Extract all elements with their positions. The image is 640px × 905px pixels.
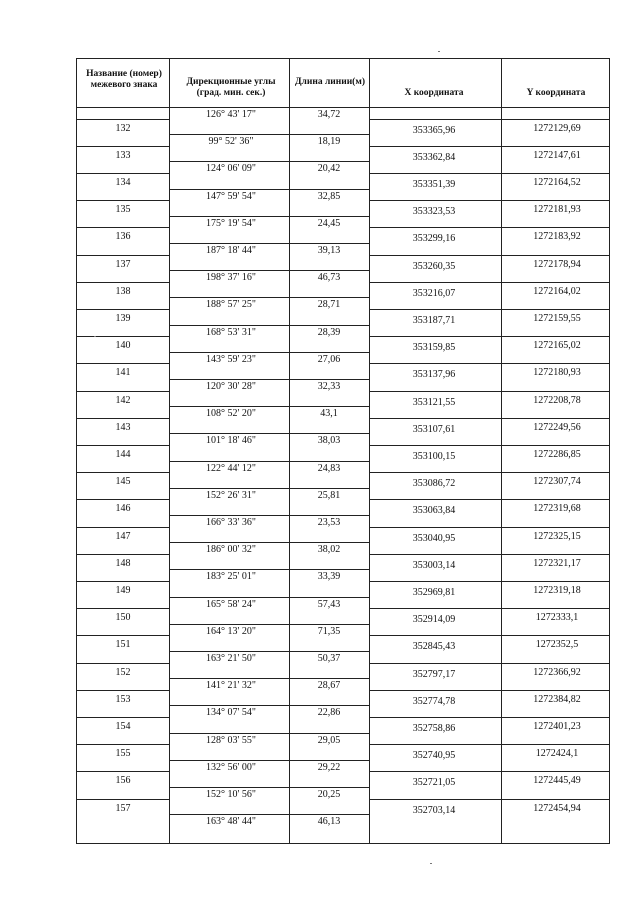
segment-angle: 198° 37' 16"	[206, 272, 256, 284]
segment-length: 34,72	[317, 109, 341, 120]
point-x-coordinate: 353351,39	[412, 179, 456, 190]
point-y-coordinate: 1272319,68	[533, 503, 581, 515]
segment-length: 22,86	[317, 707, 341, 719]
segment-angle: 122° 44' 12"	[206, 462, 256, 474]
point-y-coordinate: 1272208,78	[533, 394, 581, 406]
point-x-coordinate: 353063,84	[412, 505, 456, 517]
segment-length: 28,67	[317, 680, 341, 692]
row-divider	[369, 119, 609, 120]
segment-length: 71,35	[317, 625, 341, 637]
row-divider	[77, 200, 169, 201]
row-divider	[169, 297, 369, 298]
row-divider	[369, 717, 609, 718]
point-y-coordinate: 1272164,02	[533, 285, 581, 297]
row-divider	[77, 717, 169, 718]
point-x-coordinate: 353362,84	[412, 151, 456, 163]
segment-angle: 124° 06' 09"	[206, 163, 256, 175]
column-divider	[289, 59, 290, 843]
row-divider	[169, 379, 369, 380]
row-divider	[369, 499, 609, 500]
row-divider	[169, 787, 369, 788]
segment-angle: 164° 13' 20"	[206, 625, 256, 637]
segment-length: 46,73	[317, 272, 341, 284]
row-divider	[169, 134, 369, 135]
point-x-coordinate: 352703,14	[412, 804, 456, 816]
row-divider	[77, 663, 169, 664]
point-x-coordinate: 353299,16	[412, 233, 456, 245]
point-y-coordinate: 1272164,52	[533, 177, 581, 188]
row-divider	[369, 581, 609, 582]
point-y-coordinate: 1272180,93	[533, 367, 581, 379]
point-name: 134	[115, 177, 131, 188]
point-x-coordinate: 352914,09	[412, 614, 456, 626]
row-divider	[77, 336, 169, 337]
point-x-coordinate: 352721,05	[412, 777, 456, 789]
row-divider	[77, 690, 169, 691]
point-y-coordinate: 1272129,69	[533, 122, 581, 134]
point-x-coordinate: 353260,35	[412, 260, 456, 272]
row-divider	[77, 799, 169, 800]
row-divider	[77, 744, 169, 745]
row-divider	[169, 542, 369, 543]
point-name: 144	[115, 449, 131, 460]
point-x-coordinate: 352740,95	[412, 750, 456, 762]
row-divider	[169, 597, 369, 598]
row-divider	[369, 663, 609, 664]
segment-length: 50,37	[317, 653, 341, 664]
coordinates-table	[76, 58, 610, 844]
row-divider	[169, 243, 369, 244]
row-divider	[169, 705, 369, 706]
segment-angle: 163° 48' 44"	[206, 816, 256, 828]
point-x-coordinate: 353323,53	[412, 206, 456, 218]
segment-angle: 126° 43' 17"	[206, 109, 256, 120]
point-y-coordinate: 1272333,1	[535, 612, 579, 624]
row-divider	[169, 352, 369, 353]
segment-angle: 166° 33' 36"	[206, 517, 256, 528]
segment-length: 20,42	[317, 163, 341, 175]
row-divider	[77, 581, 169, 582]
scan-speck	[430, 863, 432, 864]
point-x-coordinate: 353187,71	[412, 315, 456, 326]
row-divider	[369, 635, 609, 636]
row-divider	[169, 624, 369, 625]
row-divider	[169, 161, 369, 162]
point-name: 153	[115, 693, 131, 705]
point-x-coordinate: 353107,61	[412, 423, 456, 435]
row-divider	[169, 569, 369, 570]
point-y-coordinate: 1272424,1	[535, 748, 579, 760]
point-name: 137	[115, 258, 131, 270]
point-y-coordinate: 1272178,94	[533, 258, 581, 270]
row-divider	[77, 472, 169, 473]
point-name: 156	[115, 775, 131, 787]
row-divider	[169, 406, 369, 407]
header-length: Длина линии(м)	[295, 77, 365, 87]
row-divider	[169, 488, 369, 489]
point-name: 138	[115, 285, 131, 297]
row-divider	[77, 146, 169, 147]
row-divider	[369, 255, 609, 256]
point-y-coordinate: 1272249,56	[533, 421, 581, 433]
row-divider	[369, 744, 609, 745]
row-divider	[369, 418, 609, 419]
point-name: 146	[115, 503, 131, 515]
scan-speck	[94, 336, 96, 337]
segment-length: 24,83	[317, 462, 341, 474]
point-y-coordinate: 1272384,82	[533, 693, 581, 705]
point-y-coordinate: 1272366,92	[533, 666, 581, 678]
point-x-coordinate: 352797,17	[412, 668, 456, 680]
point-y-coordinate: 1272183,92	[533, 231, 581, 243]
point-y-coordinate: 1272321,17	[533, 557, 581, 569]
row-divider	[77, 608, 169, 609]
point-x-coordinate: 353086,72	[412, 478, 456, 490]
point-y-coordinate: 1272159,55	[533, 313, 581, 324]
row-divider	[169, 216, 369, 217]
row-divider	[77, 255, 169, 256]
point-name: 133	[115, 149, 131, 161]
row-divider	[77, 771, 169, 772]
row-divider	[369, 527, 609, 528]
row-divider	[169, 760, 369, 761]
point-name: 132	[115, 122, 131, 134]
point-x-coordinate: 353365,96	[412, 124, 456, 136]
segment-angle: 143° 59' 23"	[206, 353, 256, 365]
point-y-coordinate: 1272352,5	[535, 639, 579, 651]
point-x-coordinate: 352774,78	[412, 695, 456, 707]
point-name: 154	[115, 721, 131, 732]
row-divider	[169, 270, 369, 271]
segment-length: 18,19	[317, 136, 341, 148]
point-name: 142	[115, 394, 131, 406]
row-divider	[369, 336, 609, 337]
row-divider	[169, 651, 369, 652]
row-divider	[77, 309, 169, 310]
row-divider	[169, 733, 369, 734]
segment-angle: 188° 57' 25"	[206, 299, 256, 311]
segment-angle: 168° 53' 31"	[206, 326, 256, 338]
segment-angle: 108° 52' 20"	[206, 408, 256, 420]
row-divider	[369, 445, 609, 446]
point-y-coordinate: 1272454,94	[533, 802, 581, 814]
segment-angle: 152° 10' 56"	[206, 789, 256, 800]
segment-angle: 175° 19' 54"	[206, 217, 256, 229]
segment-length: 24,45	[317, 217, 341, 229]
point-name: 135	[115, 204, 131, 216]
point-y-coordinate: 1272181,93	[533, 204, 581, 216]
point-y-coordinate: 1272319,18	[533, 585, 581, 596]
segment-length: 29,22	[317, 761, 341, 773]
header-angle: Дирекционные углы (град. мин. сек.)	[186, 77, 276, 98]
header-y: Y координата	[526, 88, 586, 98]
segment-length: 27,06	[317, 353, 341, 365]
row-divider	[369, 200, 609, 201]
segment-angle: 141° 21' 32"	[206, 680, 256, 692]
point-y-coordinate: 1272307,74	[533, 476, 581, 488]
segment-angle: 163° 21' 50"	[206, 653, 256, 664]
segment-angle: 128° 03' 55"	[206, 734, 256, 746]
row-divider	[77, 635, 169, 636]
segment-length: 32,85	[317, 190, 341, 202]
segment-angle: 165° 58' 24"	[206, 598, 256, 610]
row-divider	[369, 146, 609, 147]
segment-angle: 101° 18' 46"	[206, 435, 256, 447]
row-divider	[169, 433, 369, 434]
row-divider	[77, 363, 169, 364]
point-y-coordinate: 1272147,61	[533, 149, 581, 161]
segment-length: 57,43	[317, 598, 341, 610]
point-name: 147	[115, 530, 131, 542]
segment-length: 39,13	[317, 245, 341, 256]
segment-length: 25,81	[317, 489, 341, 501]
point-name: 152	[115, 666, 131, 678]
row-divider	[369, 690, 609, 691]
row-divider	[369, 608, 609, 609]
row-divider	[77, 119, 169, 120]
point-name: 157	[115, 802, 131, 814]
segment-length: 28,39	[317, 326, 341, 338]
point-name: 145	[115, 476, 131, 488]
point-x-coordinate: 353100,15	[412, 451, 456, 462]
point-y-coordinate: 1272401,23	[533, 721, 581, 732]
segment-length: 20,25	[317, 789, 341, 800]
point-name: 143	[115, 421, 131, 433]
point-y-coordinate: 1272286,85	[533, 449, 581, 460]
row-divider	[369, 282, 609, 283]
point-x-coordinate: 353003,14	[412, 559, 456, 571]
row-divider	[369, 363, 609, 364]
point-x-coordinate: 353216,07	[412, 287, 456, 299]
row-divider	[169, 461, 369, 462]
point-name: 151	[115, 639, 131, 651]
row-divider	[77, 282, 169, 283]
point-x-coordinate: 353159,85	[412, 342, 456, 354]
segment-length: 33,39	[317, 571, 341, 583]
point-name: 139	[115, 313, 131, 324]
row-divider	[369, 391, 609, 392]
row-divider	[169, 515, 369, 516]
point-x-coordinate: 352845,43	[412, 641, 456, 653]
segment-angle: 99° 52' 36"	[208, 136, 254, 148]
segment-angle: 134° 07' 54"	[206, 707, 256, 719]
row-divider	[77, 499, 169, 500]
point-y-coordinate: 1272165,02	[533, 340, 581, 352]
row-divider	[369, 472, 609, 473]
segment-angle: 187° 18' 44"	[206, 245, 256, 256]
point-name: 155	[115, 748, 131, 760]
header-name: Название (номер) межевого знака	[86, 69, 162, 90]
row-divider	[369, 173, 609, 174]
point-y-coordinate: 1272325,15	[533, 530, 581, 542]
point-name: 136	[115, 231, 131, 243]
segment-length: 28,71	[317, 299, 341, 311]
segment-length: 38,02	[317, 544, 341, 556]
row-divider	[369, 309, 609, 310]
point-x-coordinate: 353137,96	[412, 369, 456, 381]
point-x-coordinate: 353121,55	[412, 396, 456, 408]
segment-length: 38,03	[317, 435, 341, 447]
segment-angle: 132° 56' 00"	[206, 761, 256, 773]
row-divider	[77, 173, 169, 174]
scan-speck	[438, 51, 440, 52]
row-divider	[169, 814, 369, 815]
point-x-coordinate: 352969,81	[412, 587, 456, 598]
point-x-coordinate: 352758,86	[412, 723, 456, 734]
segment-angle: 152° 26' 31"	[206, 489, 256, 501]
row-divider	[77, 107, 609, 108]
row-divider	[169, 678, 369, 679]
segment-length: 29,05	[317, 734, 341, 746]
row-divider	[77, 391, 169, 392]
point-name: 140	[115, 340, 131, 352]
row-divider	[77, 527, 169, 528]
segment-length: 23,53	[317, 517, 341, 528]
point-name: 150	[115, 612, 131, 624]
point-y-coordinate: 1272445,49	[533, 775, 581, 787]
segment-length: 46,13	[317, 816, 341, 828]
segment-angle: 147° 59' 54"	[206, 190, 256, 202]
point-name: 149	[115, 585, 131, 596]
row-divider	[169, 189, 369, 190]
segment-angle: 183° 25' 01"	[206, 571, 256, 583]
segment-length: 43,1	[320, 408, 338, 420]
column-divider	[169, 59, 170, 843]
row-divider	[369, 799, 609, 800]
point-name: 141	[115, 367, 131, 379]
point-x-coordinate: 353040,95	[412, 532, 456, 544]
row-divider	[369, 554, 609, 555]
row-divider	[77, 418, 169, 419]
point-name: 148	[115, 557, 131, 569]
row-divider	[169, 325, 369, 326]
segment-length: 32,33	[317, 381, 341, 392]
segment-angle: 186° 00' 32"	[206, 544, 256, 556]
header-x: X координата	[404, 88, 464, 98]
row-divider	[77, 445, 169, 446]
row-divider	[77, 554, 169, 555]
segment-angle: 120° 30' 28"	[206, 381, 256, 392]
row-divider	[369, 771, 609, 772]
row-divider	[369, 227, 609, 228]
row-divider	[77, 227, 169, 228]
